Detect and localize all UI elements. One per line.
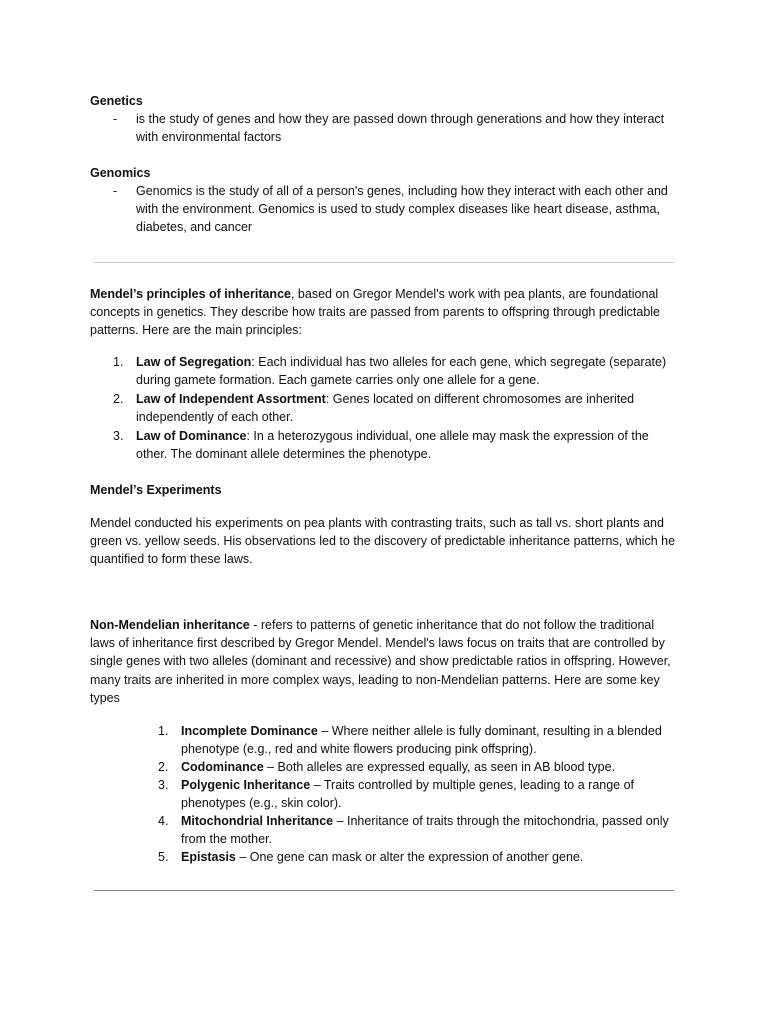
genomics-definition: Genomics is the study of all of a person's genes, including how they interact with each other and with the environment. Genomics is used to study complex diseases like heart disease, asthma, diabetes, and cancer (136, 184, 668, 235)
inheritance-type-description: – One gene can mask or alter the expression of another gene. (235, 850, 584, 864)
inheritance-type-term: Polygenic Inheritance (181, 778, 311, 792)
non-mendelian-term: Non-Mendelian inheritance (90, 618, 250, 632)
inheritance-type-term: Epistasis (181, 850, 236, 864)
list-number: 2. (158, 760, 169, 774)
list-item (181, 722, 681, 758)
list-item (136, 390, 676, 426)
list-number: 2. (113, 392, 124, 406)
list-item (136, 353, 676, 389)
list-number: 1. (113, 355, 124, 369)
inheritance-type-term: Codominance (181, 760, 264, 774)
genetics-heading: Genetics (90, 94, 143, 108)
inheritance-type-term: Incomplete Dominance (181, 724, 318, 738)
law-description: : Genes located on different chromosomes are inherited independently of each other. (136, 392, 635, 425)
law-term: Law of Independent Assortment (136, 392, 326, 406)
inheritance-type-description: – Traits controlled by multiple genes, leading to a range of phenotypes (e.g., skin color). (181, 778, 635, 811)
inheritance-type-term: Mitochondrial Inheritance (181, 814, 334, 828)
bullet-marker: - (113, 184, 118, 198)
mendel-principles-description: , based on Gregor Mendel's work with pea plants, are foundational concepts in genetics. They describe how traits are passed from parents to offspring through predictable patterns. Here are the main principles: (90, 287, 660, 338)
experiments-paragraph: Mendel conducted his experiments on pea plants with contrasting traits, such as tall vs. short plants and green vs. yellow seeds. His observations led to the discovery of predictable inheritance patterns, which he quantified to form these laws. (90, 516, 676, 567)
list-item (181, 848, 681, 866)
mendel-principles-term: Mendel’s principles of inheritance (90, 287, 291, 301)
list-number: 4. (158, 814, 169, 828)
list-number: 1. (158, 724, 169, 738)
inheritance-type-description: – Both alleles are expressed equally, as seen in AB blood type. (263, 760, 616, 774)
list-number: 5. (158, 850, 169, 864)
section-divider (94, 262, 674, 263)
bullet-marker: - (113, 112, 118, 126)
experiments-heading: Mendel’s Experiments (90, 483, 222, 497)
genetics-definition: is the study of genes and how they are passed down through generations and how they interact with environmental factors (136, 112, 665, 145)
mendel-principles-intro (90, 285, 680, 340)
list-item (181, 776, 681, 812)
law-term: Law of Segregation (136, 355, 252, 369)
section-divider (94, 890, 674, 891)
law-description: : Each individual has two alleles for each gene, which segregate (separate) during gamete formation. Each gamete carries only one allele for a gene. (136, 355, 667, 388)
list-number: 3. (158, 778, 169, 792)
list-item (136, 427, 676, 463)
list-item (181, 758, 681, 776)
non-mendelian-intro (90, 616, 680, 707)
law-term: Law of Dominance (136, 429, 247, 443)
genomics-heading: Genomics (90, 166, 151, 180)
list-number: 3. (113, 429, 124, 443)
non-mendelian-description: - refers to patterns of genetic inheritance that do not follow the traditional laws of inheritance first described by Gregor Mendel. Mendel's laws focus on traits that are controlled by single genes with two alleles (dominant and recessive) and show predictable ratios in offspring. However, many traits are inherited in more complex ways, leading to non-Mendelian patterns. Here are some key types (90, 618, 671, 705)
inheritance-type-description: – Inheritance of traits through the mitochondria, passed only from the mother. (181, 814, 669, 847)
inheritance-type-description: – Where neither allele is fully dominant, resulting in a blended phenotype (e.g., red and white flowers producing pink offspring). (181, 724, 662, 757)
list-item (181, 812, 681, 848)
law-description: : In a heterozygous individual, one allele may mask the expression of the other. The dominant allele determines the phenotype. (136, 429, 649, 462)
